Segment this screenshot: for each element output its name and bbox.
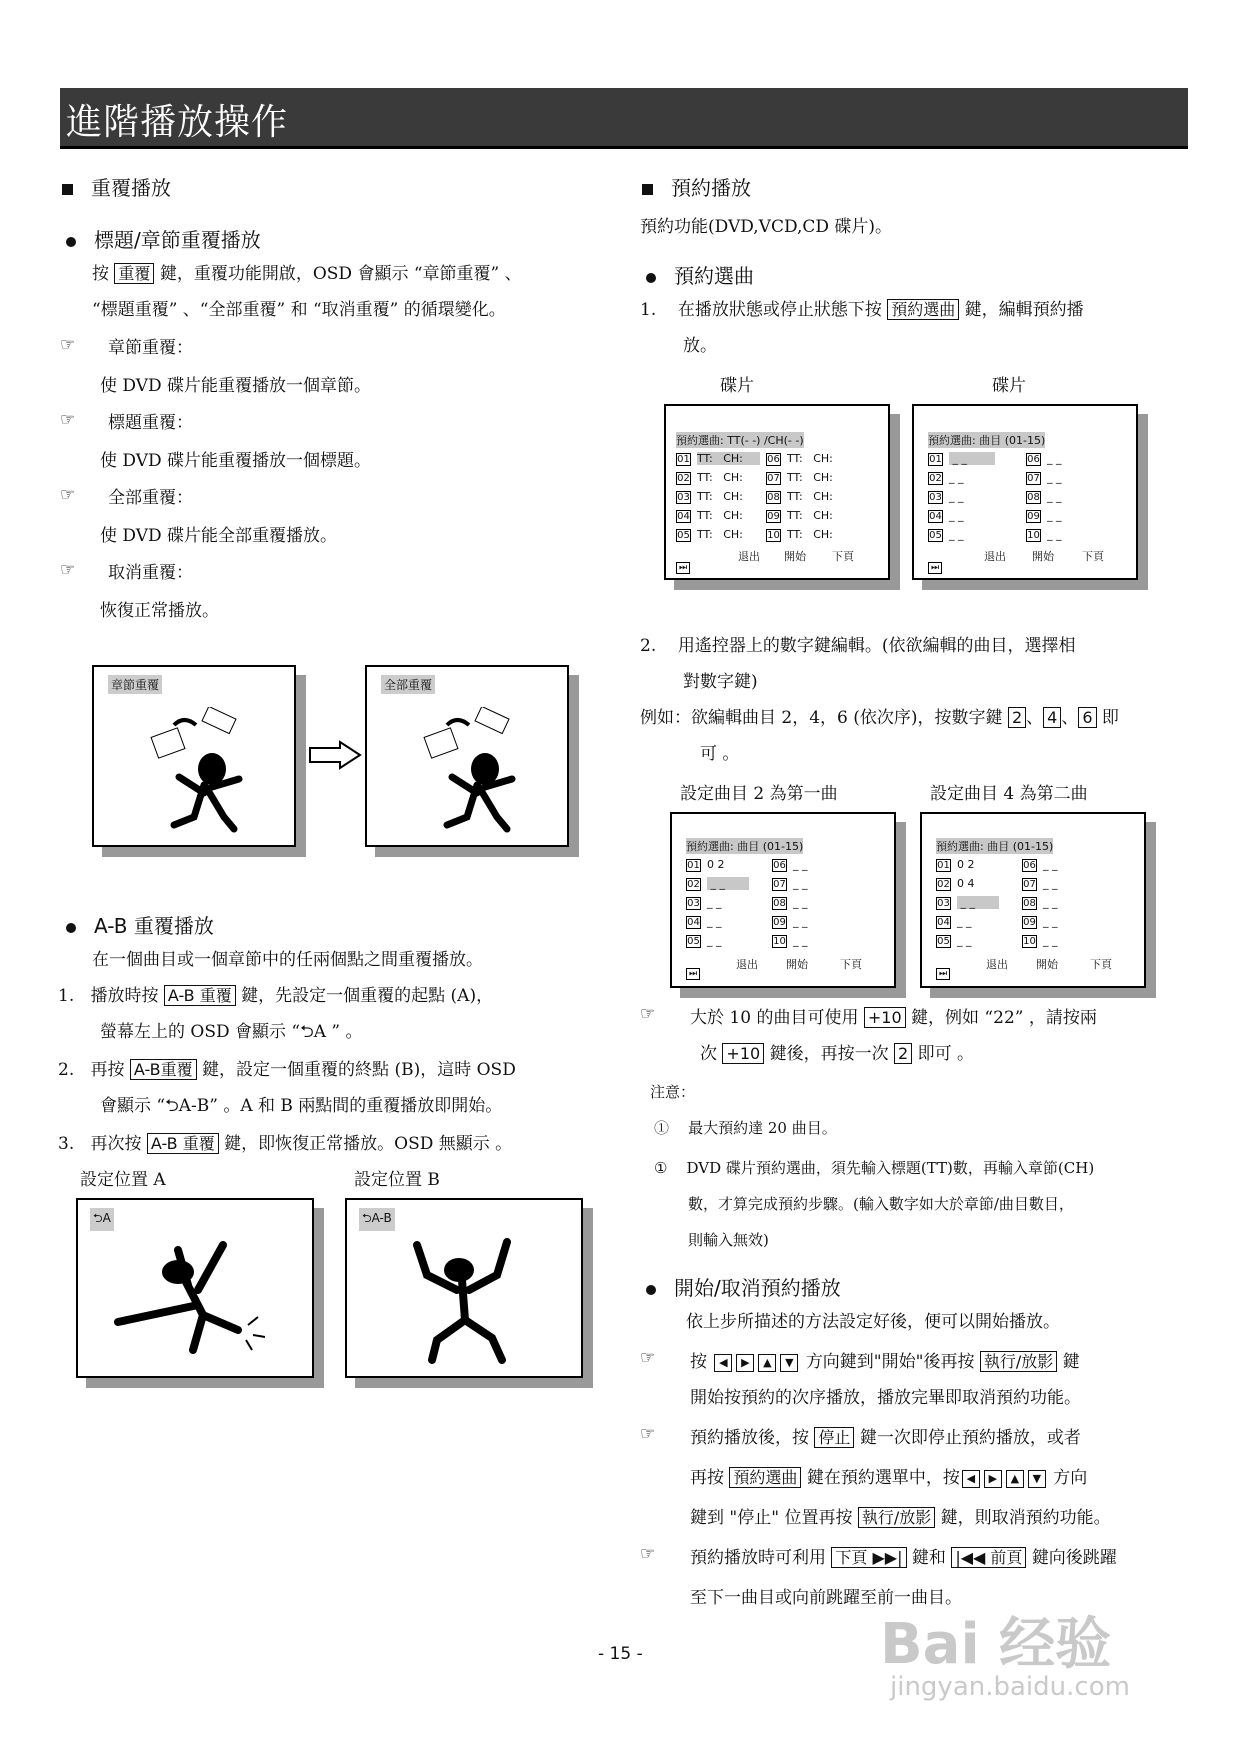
sub-title-start-cancel: 開始/取消預約播放 [646,1272,841,1301]
menu-row: 10 _ _ [773,934,808,947]
down-arrow-key-icon: ▼ [780,1354,798,1372]
track-number: 04 [937,917,950,928]
tv-screen-chapter-repeat [92,665,296,847]
menu-row: 06 _ _ [1027,452,1062,465]
track-number: 08 [1023,898,1036,909]
menu-title: 預約選曲: 曲目 (01-15) [686,840,804,853]
menu-row: 09 TT: CH: [767,509,833,522]
note-text: 使 DVD 碟片能重覆播放一個章節。 [100,376,372,396]
pointing-hand-icon: ☞ [60,410,76,430]
osd-program-menu-step2 [920,812,1146,988]
notice-1: ① 最大預約達 20 曲目。 [654,1119,837,1137]
tip-start: 按 ◀ ▶ ▲ ▼ 方向鍵到"開始"後再按 執行/放影 鍵 [690,1352,1080,1372]
track-number: 10 [1023,936,1036,947]
notice-2: ① DVD 碟片預約選曲，須先輸入標題(TT)數，再輸入章節(CH) [654,1159,1095,1177]
watermark-logo: Bai 经验 [880,1612,1112,1677]
menu-start: 開始 [1036,958,1058,971]
repeat-desc-line1: 按 重覆 鍵，重覆功能開啟，OSD 會顯示 “章節重覆” 、 [92,264,522,284]
next-page-icon: ⏭ [686,968,700,980]
menu-row: 03 TT: CH: [677,490,761,503]
tv-screen-point-a [76,1198,314,1378]
osd-label: 章節重覆 [108,675,162,694]
menu-row: 08 _ _ [773,896,808,909]
disc-label-dvd: 碟片 [720,376,754,396]
watermark-url: jingyan.baidu.com [890,1672,1130,1702]
menu-row: 05 _ _ [937,934,972,947]
menu-row: 02 _ _ [929,471,964,484]
pointing-hand-icon: ☞ [640,1424,656,1444]
menu-row: 08 _ _ [1023,896,1058,909]
menu-row: 10 TT: CH: [767,528,833,541]
sub-title-ab-repeat: A-B 重覆播放 [66,910,214,939]
menu-row: 05 _ _ [929,528,964,541]
menu-row: 01 0 2 [937,858,975,871]
caption-set-track-2: 設定曲目 2 為第一曲 [680,784,838,804]
note-title: 取消重覆： [108,563,193,583]
section-program-heading: 預約播放 [642,172,751,201]
note-text: 使 DVD 碟片能重覆播放一個標題。 [100,451,372,471]
menu-row: 04 TT: CH: [677,509,761,522]
menu-next: 下頁 [1090,958,1112,971]
menu-row: 10 _ _ [1023,934,1058,947]
menu-title: 預約選曲: TT(- -) /CH(- -) [676,434,804,447]
dancing-figure-illustration [397,1230,537,1370]
menu-row: 07 TT: CH: [767,471,833,484]
track-number: 04 [929,511,942,522]
repeat-desc-line2: “標題重覆” 、“全部重覆” 和 “取消重覆” 的循環變化。 [92,300,506,320]
menu-row: 06 _ _ [773,858,808,871]
track-number: 10 [773,936,786,947]
track-number: 01 [677,454,690,465]
track-number: 08 [773,898,786,909]
right-arrow-key-icon: ▶ [984,1470,1002,1488]
next-page-icon: ⏭ [928,562,942,574]
menu-row: 07 _ _ [773,877,808,890]
menu-row: 02 _ _ [687,877,750,890]
track-number: 09 [1023,917,1036,928]
tv-screen-all-repeat [365,665,569,847]
track-number: 02 [677,473,690,484]
menu-row: 02 TT: CH: [677,471,761,484]
menu-row: 09 _ _ [773,915,808,928]
menu-row: 03 _ _ [937,896,1000,909]
caption-set-track-4: 設定曲目 4 為第二曲 [930,784,1088,804]
caption-position-a: 設定位置 A [80,1170,166,1190]
notice-2-cont: 數，才算完成預約步驟。(輸入數字如大於章節/曲目數目， [688,1195,1074,1213]
menu-exit: 退出 [984,550,1006,563]
menu-row: 08 _ _ [1027,490,1062,503]
running-figure-illustration [108,1230,288,1370]
track-number: 08 [767,492,780,503]
notice-2-cont2: 則輸入無效) [688,1231,769,1249]
juggling-figure-illustration [134,707,254,837]
track-number: 06 [767,454,780,465]
arrow-right-icon [308,740,364,770]
note-title: 章節重覆： [108,338,193,358]
ab-step-2-cont: 會顯示 “⮌A-B” 。A 和 B 兩點間的重覆播放即開始。 [100,1096,503,1116]
menu-next: 下頁 [832,550,854,563]
osd-program-menu-dvd [664,404,890,580]
menu-row: 04 _ _ [937,915,972,928]
menu-row: 03 _ _ [687,896,722,909]
track-number: 05 [677,530,690,541]
pointing-hand-icon: ☞ [60,485,76,505]
track-number: 02 [929,473,942,484]
track-number: 08 [1027,492,1040,503]
menu-row: 05 _ _ [687,934,722,947]
track-number: 09 [1027,511,1040,522]
menu-row: 04 _ _ [687,915,722,928]
track-number: 03 [929,492,942,503]
track-number: 05 [937,936,950,947]
ab-step-3: 3. 再次按 A-B 重覆 鍵，即恢復正常播放。OSD 無顯示 。 [58,1134,513,1154]
tip-plus10-cont: 次 +10 鍵後，再按一次 2 即可 。 [700,1044,974,1064]
menu-title: 預約選曲: 曲目 (01-15) [936,840,1054,853]
tip-stop-cont2: 鍵到 "停止" 位置再按 執行/放影 鍵，則取消預約功能。 [690,1508,1111,1528]
menu-row: 09 _ _ [1023,915,1058,928]
ab-step-1: 1. 播放時按 A-B 重覆 鍵，先設定一個重覆的起點 (A)， [58,986,494,1006]
menu-exit: 退出 [986,958,1008,971]
menu-row: 03 _ _ [929,490,964,503]
sub-title-program-select: 預約選曲 [646,260,754,289]
program-step-2: 2. 用遙控器上的數字鍵編輯。(依欲編輯的曲目，選擇相 [640,636,1076,656]
notice-heading: 注意： [650,1083,696,1101]
track-number: 04 [687,917,700,928]
track-number: 10 [767,530,780,541]
osd-program-menu-step1 [670,812,896,988]
track-number: 02 [687,879,700,890]
sub-title-chapter-repeat: 標題/章節重覆播放 [66,224,261,253]
track-number: 07 [1023,879,1036,890]
disc-label-cd: 碟片 [992,376,1026,396]
osd-label: ⮌A-B [359,1208,395,1231]
tip-stop: 預約播放後，按 停止 鍵一次即停止預約播放，或者 [690,1428,1081,1448]
track-number: 04 [677,511,690,522]
pointing-hand-icon: ☞ [60,560,76,580]
track-number: 06 [1023,860,1036,871]
track-number: 07 [773,879,786,890]
note-text: 使 DVD 碟片能全部重覆播放。 [100,526,338,546]
track-number: 02 [937,879,950,890]
note-title: 標題重覆： [108,413,193,433]
page-number: - 15 - [598,1644,643,1664]
next-page-icon: ⏭ [936,968,950,980]
ab-step-1-cont: 螢幕左上的 OSD 會顯示 “⮌A ” 。 [100,1022,363,1042]
track-number: 07 [767,473,780,484]
menu-row: 05 TT: CH: [677,528,761,541]
menu-title: 預約選曲: 曲目 (01-15) [928,434,1046,447]
menu-start: 開始 [784,550,806,563]
track-number: 01 [929,454,942,465]
tip-skip-cont: 至下一曲目或向前跳躍至前一曲目。 [690,1588,962,1608]
note-text: 恢復正常播放。 [100,601,219,621]
osd-program-menu-cd [912,404,1138,580]
juggling-figure-illustration [407,707,527,837]
menu-start: 開始 [786,958,808,971]
tv-screen-point-ab [345,1198,583,1378]
menu-row: 06 _ _ [1023,858,1058,871]
menu-row: 01 TT: CH: [677,452,761,465]
osd-label: 全部重覆 [381,675,435,694]
track-number: 09 [767,511,780,522]
left-arrow-key-icon: ◀ [962,1470,980,1488]
track-number: 05 [687,936,700,947]
menu-next: 下頁 [1082,550,1104,563]
track-number: 01 [937,860,950,871]
chapter-title: 進階播放操作 [66,102,289,143]
track-number: 05 [929,530,942,541]
pointing-hand-icon: ☞ [640,1544,656,1564]
program-step-2-cont: 對數字鍵) [683,672,758,692]
track-number: 01 [687,860,700,871]
chapter-header [60,88,1188,149]
menu-row: 07 _ _ [1027,471,1062,484]
pointing-hand-icon: ☞ [640,1348,656,1368]
track-number: 07 [1027,473,1040,484]
program-step-1: 1. 在播放狀態或停止狀態下按 預約選曲 鍵，編輯預約播 [640,300,1084,320]
down-arrow-key-icon: ▼ [1028,1470,1046,1488]
track-number: 03 [687,898,700,909]
menu-row: 01 0 2 [687,858,725,871]
menu-exit: 退出 [736,958,758,971]
menu-row: 09 _ _ [1027,509,1062,522]
track-number: 03 [937,898,950,909]
program-step-1-cont: 放。 [683,336,717,356]
program-example-cont: 可 。 [700,744,740,764]
pointing-hand-icon: ☞ [60,335,76,355]
tip-skip: 預約播放時可利用 下頁 ▶▶| 鍵和 |◀◀ 前頁 鍵向後跳躍 [690,1548,1117,1568]
program-intro: 預約功能(DVD,VCD,CD 碟片)。 [640,217,893,237]
ab-desc: 在一個曲目或一個章節中的任兩個點之間重覆播放。 [92,950,483,970]
ab-step-2: 2. 再按 A-B重覆 鍵，設定一個重覆的終點 (B)，這時 OSD [58,1060,516,1080]
track-number: 10 [1027,530,1040,541]
menu-row: 04 _ _ [929,509,964,522]
left-arrow-key-icon: ◀ [714,1354,732,1372]
menu-row: 02 0 4 [937,877,975,890]
menu-next: 下頁 [840,958,862,971]
menu-row: 08 TT: CH: [767,490,833,503]
track-number: 06 [1027,454,1040,465]
menu-row: 06 TT: CH: [767,452,833,465]
menu-start: 開始 [1032,550,1054,563]
track-number: 09 [773,917,786,928]
program-example: 例如：欲編輯曲目 2，4，6 (依次序)，按數字鍵 2 、 4 、 6 即 [640,708,1119,728]
caption-position-b: 設定位置 B [354,1170,440,1190]
up-arrow-key-icon: ▲ [1006,1470,1024,1488]
pointing-hand-icon: ☞ [640,1004,656,1024]
tip-plus10: 大於 10 的曲目可使用 +10 鍵，例如 “22” ，請按兩 [690,1008,1097,1028]
menu-exit: 退出 [738,550,760,563]
start-cancel-desc: 依上步所描述的方法設定好後，便可以開始播放。 [686,1312,1060,1332]
section-repeat-heading: 重覆播放 [62,172,171,201]
osd-label: ⮌A [90,1208,114,1231]
right-arrow-key-icon: ▶ [736,1354,754,1372]
menu-row: 10 _ _ [1027,528,1062,541]
menu-row: 07 _ _ [1023,877,1058,890]
tip-start-cont: 開始按預約的次序播放，播放完畢即取消預約功能。 [690,1388,1081,1408]
track-number: 03 [677,492,690,503]
note-title: 全部重覆： [108,488,193,508]
up-arrow-key-icon: ▲ [758,1354,776,1372]
next-page-icon: ⏭ [676,562,690,574]
menu-row: 01 _ _ [929,452,995,465]
tip-stop-cont: 再按 預約選曲 鍵在預約選單中，按 ◀ ▶ ▲ ▼ 方向 [690,1468,1088,1488]
track-number: 06 [773,860,786,871]
